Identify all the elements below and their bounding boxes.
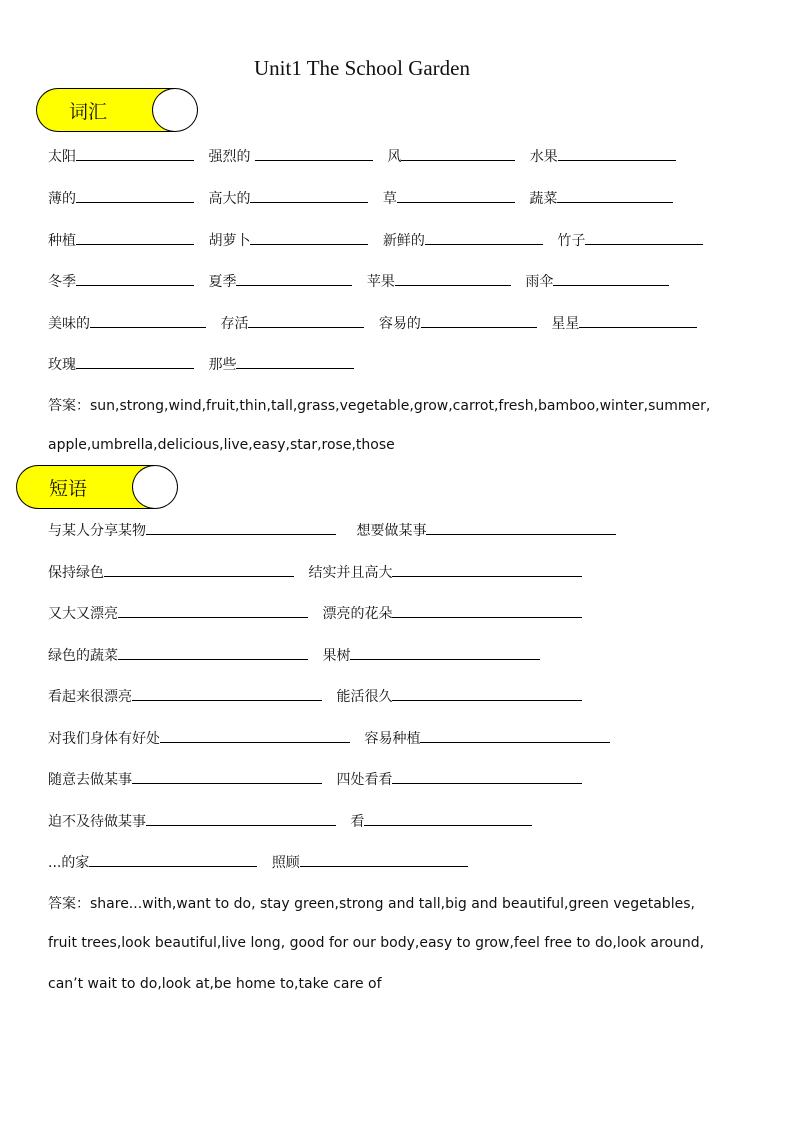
answer-blank[interactable] <box>76 145 194 161</box>
answer-blank[interactable] <box>250 187 368 203</box>
phrase-prompt: 漂亮的花朵 <box>322 606 393 622</box>
phrase-row <box>48 727 620 749</box>
answer-blank[interactable] <box>236 353 354 369</box>
phrase-row <box>48 768 592 790</box>
phrase-prompt: 对我们身体有好处 <box>48 731 160 747</box>
vocab-row <box>48 353 364 375</box>
answer-blank[interactable] <box>146 519 336 535</box>
phrase-row <box>48 602 592 624</box>
section-label-phrases: 短语 <box>49 478 88 500</box>
vocab-prompt: 那些 <box>208 357 237 373</box>
vocab-prompt: 竹子 <box>557 233 586 249</box>
vocab-prompt: 种植 <box>48 233 76 249</box>
answer-blank[interactable] <box>118 644 308 660</box>
vocab-prompt: 草 <box>382 191 397 207</box>
vocab-prompt: 薄的 <box>48 191 76 207</box>
answer-blank[interactable] <box>392 768 582 784</box>
answer-blank[interactable] <box>364 810 532 826</box>
vocab-prompt: 苹果 <box>366 274 395 290</box>
answer-blank[interactable] <box>420 727 610 743</box>
phrase-prompt: 绿色的蔬菜 <box>48 648 118 664</box>
answer-blank[interactable] <box>248 312 364 328</box>
answer-blank[interactable] <box>425 229 543 245</box>
vocab-row <box>48 145 686 167</box>
vocab-prompt: 美味的 <box>48 316 90 332</box>
answer-blank[interactable] <box>90 312 206 328</box>
vocab-prompt: 高大的 <box>208 191 251 207</box>
vocab-row <box>48 312 707 334</box>
answer-blank[interactable] <box>397 187 515 203</box>
vocab-prompt: 强烈的 <box>208 149 251 165</box>
answer-blank[interactable] <box>392 561 582 577</box>
phrase-row <box>48 810 542 832</box>
answer-blank[interactable] <box>146 810 336 826</box>
answer-blank[interactable] <box>104 561 294 577</box>
phrase-prompt: 迫不及待做某事 <box>48 814 146 830</box>
phrase-prompt: 照顾 <box>271 855 300 871</box>
phrase-answer-line: 答案：share...with,want to do, stay green,strong and tall,big and beautiful,green vegetables, <box>48 896 695 912</box>
answer-blank[interactable] <box>557 187 673 203</box>
answer-blank[interactable] <box>426 519 616 535</box>
phrase-row <box>48 519 626 541</box>
answer-blank[interactable] <box>558 145 676 161</box>
vocab-prompt: 星星 <box>551 316 580 332</box>
phrase-row <box>48 644 550 666</box>
vocab-prompt: 风 <box>387 149 402 165</box>
phrase-prompt: 果树 <box>322 648 351 664</box>
vocab-prompt: 玫瑰 <box>48 357 76 373</box>
answer-blank[interactable] <box>300 851 468 867</box>
vocab-prompt: 新鲜的 <box>382 233 425 249</box>
answer-blank[interactable] <box>255 145 373 161</box>
vocab-prompt: 容易的 <box>378 316 421 332</box>
answer-blank[interactable] <box>350 644 540 660</box>
phrase-answer-line: fruit trees,look beautiful,live long, good for our body,easy to grow,feel free to do,look around, <box>48 935 705 951</box>
answer-blank[interactable] <box>585 229 703 245</box>
vocab-prompt: 太阳 <box>48 149 76 165</box>
answer-blank[interactable] <box>118 602 308 618</box>
answer-blank[interactable] <box>250 229 368 245</box>
section-tab-vocab <box>36 88 174 132</box>
phrase-prompt: 看起来很漂亮 <box>48 689 132 705</box>
phrase-prompt: 又大又漂亮 <box>48 606 118 622</box>
vocab-answer-line: 答案：sun,strong,wind,fruit,thin,tall,grass,vegetable,grow,carrot,fresh,bamboo,winter,summer, <box>48 398 711 414</box>
phrase-prompt: 保持绿色 <box>48 565 104 581</box>
section-label-vocab: 词汇 <box>69 101 108 123</box>
vocab-prompt: 水果 <box>529 149 558 165</box>
answer-blank[interactable] <box>579 312 697 328</box>
phrase-prompt: 结实并且高大 <box>308 565 393 581</box>
phrase-prompt: ...的家 <box>48 855 90 871</box>
vocab-row <box>48 229 713 251</box>
answer-blank[interactable] <box>553 270 669 286</box>
phrase-row <box>48 851 478 873</box>
section-tab-phrases <box>16 465 154 509</box>
phrase-prompt: 与某人分享某物 <box>48 523 146 539</box>
answer-blank[interactable] <box>76 229 194 245</box>
phrase-prompt: 想要做某事 <box>356 523 427 539</box>
phrase-row <box>48 685 592 707</box>
vocab-prompt: 冬季 <box>48 274 76 290</box>
answer-blank[interactable] <box>401 145 515 161</box>
phrase-prompt: 容易种植 <box>364 731 421 747</box>
answer-blank[interactable] <box>132 685 322 701</box>
vocab-row <box>48 270 679 292</box>
vocab-prompt: 蔬菜 <box>529 191 558 207</box>
answer-blank[interactable] <box>132 768 322 784</box>
vocab-row <box>48 187 683 209</box>
phrase-prompt: 四处看看 <box>336 772 393 788</box>
vocab-prompt: 存活 <box>220 316 249 332</box>
answer-blank[interactable] <box>421 312 537 328</box>
answer-blank[interactable] <box>392 602 582 618</box>
answer-blank[interactable] <box>76 187 194 203</box>
answer-blank[interactable] <box>76 353 194 369</box>
answer-blank[interactable] <box>236 270 352 286</box>
phrase-prompt: 能活很久 <box>336 689 393 705</box>
answer-blank[interactable] <box>160 727 350 743</box>
answer-blank[interactable] <box>395 270 511 286</box>
page-title: Unit1 The School Garden <box>254 56 470 80</box>
vocab-prompt: 雨伞 <box>525 274 554 290</box>
phrase-prompt: 随意去做某事 <box>48 772 132 788</box>
vocab-prompt: 胡萝卜 <box>208 233 251 249</box>
answer-blank[interactable] <box>76 270 194 286</box>
phrase-row <box>48 561 592 583</box>
vocab-answer-line: apple,umbrella,delicious,live,easy,star,rose,those <box>48 437 395 453</box>
phrase-prompt: 看 <box>350 814 365 830</box>
vocab-prompt: 夏季 <box>208 274 237 290</box>
answer-blank[interactable] <box>89 851 257 867</box>
phrase-answer-line: can’t wait to do,look at,be home to,take care of <box>48 976 382 992</box>
answer-blank[interactable] <box>392 685 582 701</box>
